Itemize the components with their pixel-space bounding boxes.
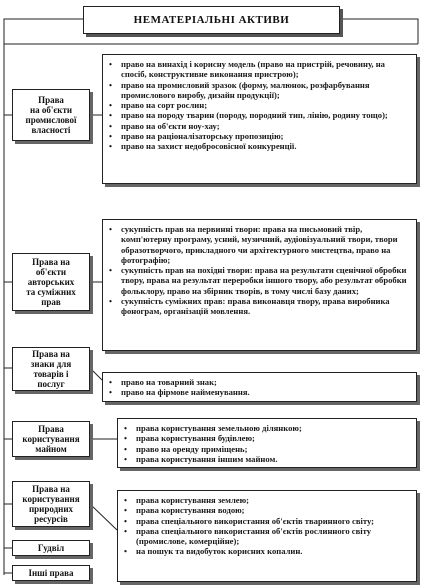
description-trademarks: [102, 372, 417, 402]
category-label-line: промислової: [25, 115, 77, 125]
category-label-line: користування: [22, 434, 80, 444]
category-label-line: послуг: [37, 379, 65, 389]
category-industrial-property: [12, 89, 90, 141]
description-industrial-property: [102, 54, 417, 184]
list-item: • сукупність прав на похідні твори: права на результати сценічної обробки твору, права на результат переробки іншого твору, або результат обробки фольклору, право на збірник творів, в тому числі базу даних;: [109, 265, 407, 296]
category-label-line: Права на: [32, 349, 70, 359]
connector-link-3: [90, 368, 102, 380]
list-item: • право на винахід і корисну модель (право на пристрій, речовину, на спосіб, конструктивне виконання пристрою);: [109, 59, 385, 80]
category-label-line: ресурсів: [34, 514, 68, 524]
category-goodwill: [12, 540, 90, 556]
category-trademarks: [12, 347, 90, 391]
list-item: • сукупність прав на первинні твори: права на письмовий твір, комп'ютерну програму, усний, музичний, аудіовізуальний твори, твори образотворчого, прикладного чи архітектурного мистецтва, право на фотографію;: [109, 224, 398, 265]
category-label-line: знаки для: [30, 359, 72, 369]
list-item: • право на сорт рослин;: [109, 100, 208, 111]
list-item: • право на об'єкти ноу-хау;: [109, 120, 220, 131]
list-item: • на пошук та видобуток корисних копалин.: [124, 546, 303, 557]
category-label-line: Права: [38, 424, 64, 434]
list-item: • права користування будівлею;: [124, 433, 255, 444]
list-item: • право на захист недобросовісної конкуренції.: [109, 141, 297, 152]
category-label-line: майном: [35, 444, 67, 454]
list-item: • право на товарний знак;: [109, 377, 217, 387]
category-label-line: Права: [38, 95, 64, 105]
description-copyright: [102, 219, 417, 351]
category-other-rights: [12, 565, 90, 581]
list-item: • право на промисловий зразок (форму, малюнок, розфарбування промислового виробу, дизайн продукції);: [109, 79, 370, 100]
list-item: • права спеціального використання об'єктів тваринного світу;: [124, 515, 375, 526]
category-label-line: авторських: [27, 277, 75, 287]
list-item: • право на оренду приміщень;: [124, 443, 248, 454]
list-item: • право на породу тварин (породу, породний тип, лінію, родину тощо);: [109, 110, 388, 121]
list-item: • право на фірмове найменування.: [109, 387, 250, 398]
category-label-line: Гудвіл: [37, 543, 65, 553]
category-label-line: на об'єкти: [29, 105, 73, 115]
diagram-title: НЕМАТЕРІАЛЬНІ АКТИВИ: [83, 6, 340, 34]
list-item: • сукупність суміжних прав: права виконавця твору, права виробника фонограм, організацій мовлення.: [109, 296, 390, 317]
category-label-line: природних: [28, 504, 74, 514]
category-label-line: Інші права: [28, 568, 74, 578]
category-label-line: товарів і: [33, 369, 69, 379]
list-item: • права спеціального використання об'єктів рослинного світу (промислове, комерційне);: [124, 525, 372, 547]
category-natural-resources: [12, 481, 90, 527]
connector-title-right: [341, 19, 418, 44]
category-label-line: власності: [31, 125, 71, 135]
list-item: • права користування земельною ділянкою;: [124, 423, 302, 433]
category-property-use: [12, 421, 90, 457]
description-property-use: [117, 418, 417, 468]
list-item: • право на раціоналізаторську пропозицію;: [109, 131, 284, 142]
category-label-line: користування: [22, 494, 80, 504]
list-item: • права користування землею;: [124, 495, 250, 505]
description-natural-resources: [117, 490, 417, 582]
category-copyright: [12, 253, 90, 311]
list-item: • права користування іншим майном.: [124, 453, 278, 464]
connector-link-5: [90, 504, 117, 530]
category-label-line: Права на: [32, 257, 70, 267]
list-item: • права користування водою;: [124, 505, 245, 516]
category-label-line: Права на: [32, 484, 70, 494]
category-label-line: та суміжних: [26, 287, 76, 297]
category-label-line: прав: [41, 297, 61, 307]
category-label-line: об'єкти: [35, 267, 67, 277]
